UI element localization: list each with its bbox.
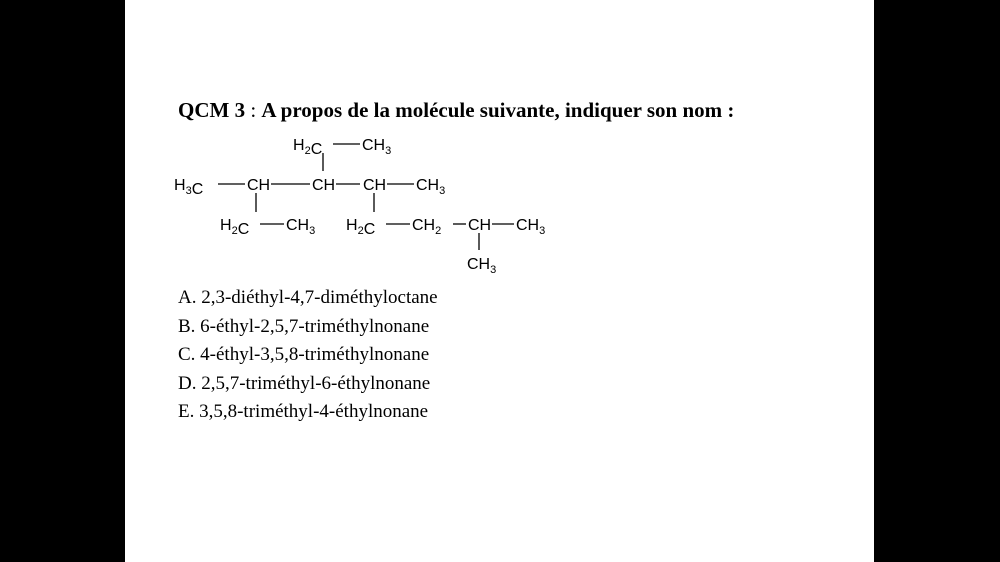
group-main-h3c: $H_3C$ [174,177,204,198]
group-bottom-ch3: $CH_3$ [467,256,497,276]
option-d[interactable]: D. 2,5,7-triméthyl-6-éthylnonane [178,372,431,394]
option-e[interactable]: E. 3,5,8-triméthyl-4-éthylnonane [178,401,429,422]
option-a[interactable]: A. 2,3-diéthyl-4,7-diméthyloctane [178,287,438,308]
group-low-ethyl-ch3: $CH_3$ [286,217,316,237]
group-chain-ch3: $CH_3$ [516,217,546,237]
answer-options [178,284,438,427]
group-main-ch-1: CH [247,177,271,194]
question-label: QCM 3 [178,98,246,122]
group-main-ch-2: CH [312,177,336,194]
option-c[interactable]: C. 4-éthyl-3,5,8-triméthylnonane [178,344,430,365]
group-top-ethyl-ch3: $CH_3$ [362,137,392,157]
group-main-ch-3: CH [363,177,387,194]
group-chain-ch: CH [468,217,492,234]
group-main-ch3: $CH_3$ [416,177,446,197]
option-b[interactable]: B. 6-éthyl-2,5,7-triméthylnonane [178,315,430,337]
question-text: A propos de la molécule suivante, indiquer son nom : [261,98,735,122]
molecule-structure [170,128,570,278]
slide [125,0,874,562]
question-heading [178,98,734,123]
question-separator: : [245,98,262,122]
group-top-ethyl-ch2: $H_2C$ [293,137,323,158]
group-chain-ch2: $CH_2$ [412,217,442,237]
group-chain-h2c: $H_2C$ [346,217,376,238]
group-low-ethyl-ch2: $H_2C$ [220,217,250,238]
